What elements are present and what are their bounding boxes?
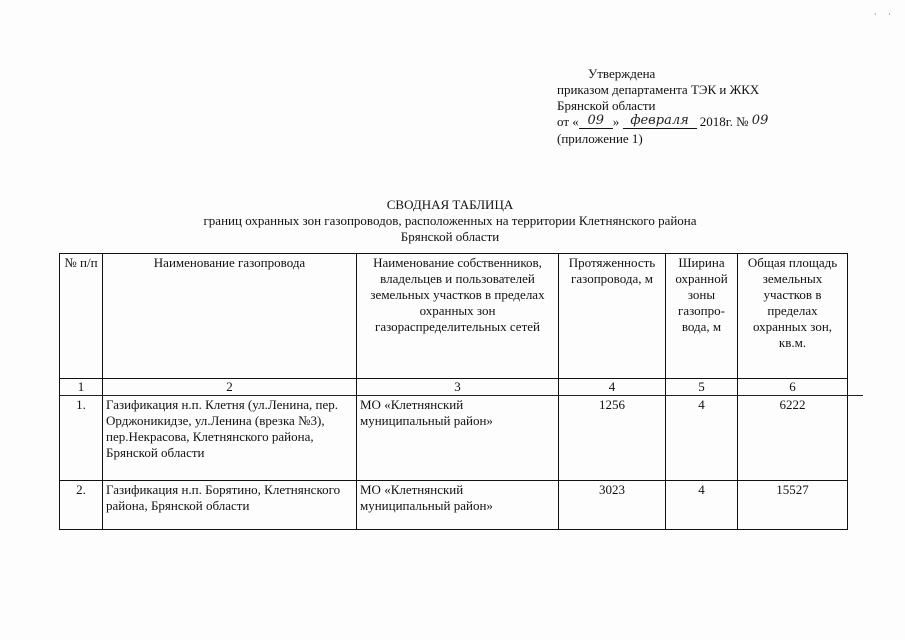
row-pipeline-name: Газификация н.п. Клетня (ул.Ленина, пер. Орджоникидзе, ул.Ленина (врезка №3), пер.Некрасова, Клетнянского района, Брянской области: [103, 396, 357, 481]
title-line-3: Брянской области: [400, 229, 500, 244]
header-pipeline-name: Наименование газопровода: [103, 254, 357, 379]
order-number: 09: [751, 113, 769, 128]
row-owner: МО «Клетнянский муниципальный район»: [357, 396, 559, 481]
row-length: 3023: [559, 481, 666, 530]
column-number: 5: [666, 379, 738, 396]
approval-attachment: (приложение 1): [557, 131, 643, 146]
row-number: 2.: [60, 481, 103, 530]
row-pipeline-name: Газификация н.п. Борятино, Клетнянского района, Брянской области: [103, 481, 357, 530]
column-number: 6: [738, 379, 848, 396]
row-area: 15527: [738, 481, 848, 530]
approval-block: [557, 66, 877, 147]
table-row: [60, 396, 848, 481]
column-number: 1: [60, 379, 103, 396]
header-length: Протяженность газопровода, м: [559, 254, 666, 379]
column-number-row: [60, 379, 848, 396]
approval-date-line: [557, 114, 877, 131]
column-number: 2: [103, 379, 357, 396]
document-title: [120, 197, 780, 245]
column-number: 4: [559, 379, 666, 396]
approval-order: приказом департамента ТЭК и ЖКХ: [557, 82, 760, 97]
column-number: 3: [357, 379, 559, 396]
header-zone-width: Ширина охранной зоны газопро-вода, м: [666, 254, 738, 379]
header-owners: Наименование собственников, владельцев и пользователей земельных участков в пределах охранных зон газораспределительных сетей: [357, 254, 559, 379]
row-owner: МО «Клетнянский муниципальный район»: [357, 481, 559, 530]
row-zone-width: 4: [666, 396, 738, 481]
approval-region: Брянской области: [557, 98, 656, 113]
date-month: февраля: [623, 114, 697, 129]
table-header-row: [60, 254, 848, 379]
date-day: 09: [579, 114, 613, 129]
title-line-1: СВОДНАЯ ТАБЛИЦА: [386, 197, 514, 212]
row-number: 1.: [60, 396, 103, 481]
date-year: 2018г. №: [699, 114, 749, 129]
title-line-2: границ охранных зон газопроводов, расположенных на территории Клетнянского района: [203, 213, 697, 228]
scan-specks: · ·: [873, 9, 891, 19]
row-length: 1256: [559, 396, 666, 481]
summary-table: [59, 253, 848, 530]
table-row: [60, 481, 848, 530]
scan-strike-line: [59, 395, 863, 396]
header-number: № п/п: [60, 254, 103, 379]
row-zone-width: 4: [666, 481, 738, 530]
approval-title: Утверждена: [588, 66, 656, 81]
row-area: 6222: [738, 396, 848, 481]
date-prefix: от «: [557, 114, 579, 129]
date-mid: »: [612, 114, 620, 129]
header-total-area: Общая площадь земельных участков в пределах охранных зон, кв.м.: [738, 254, 848, 379]
